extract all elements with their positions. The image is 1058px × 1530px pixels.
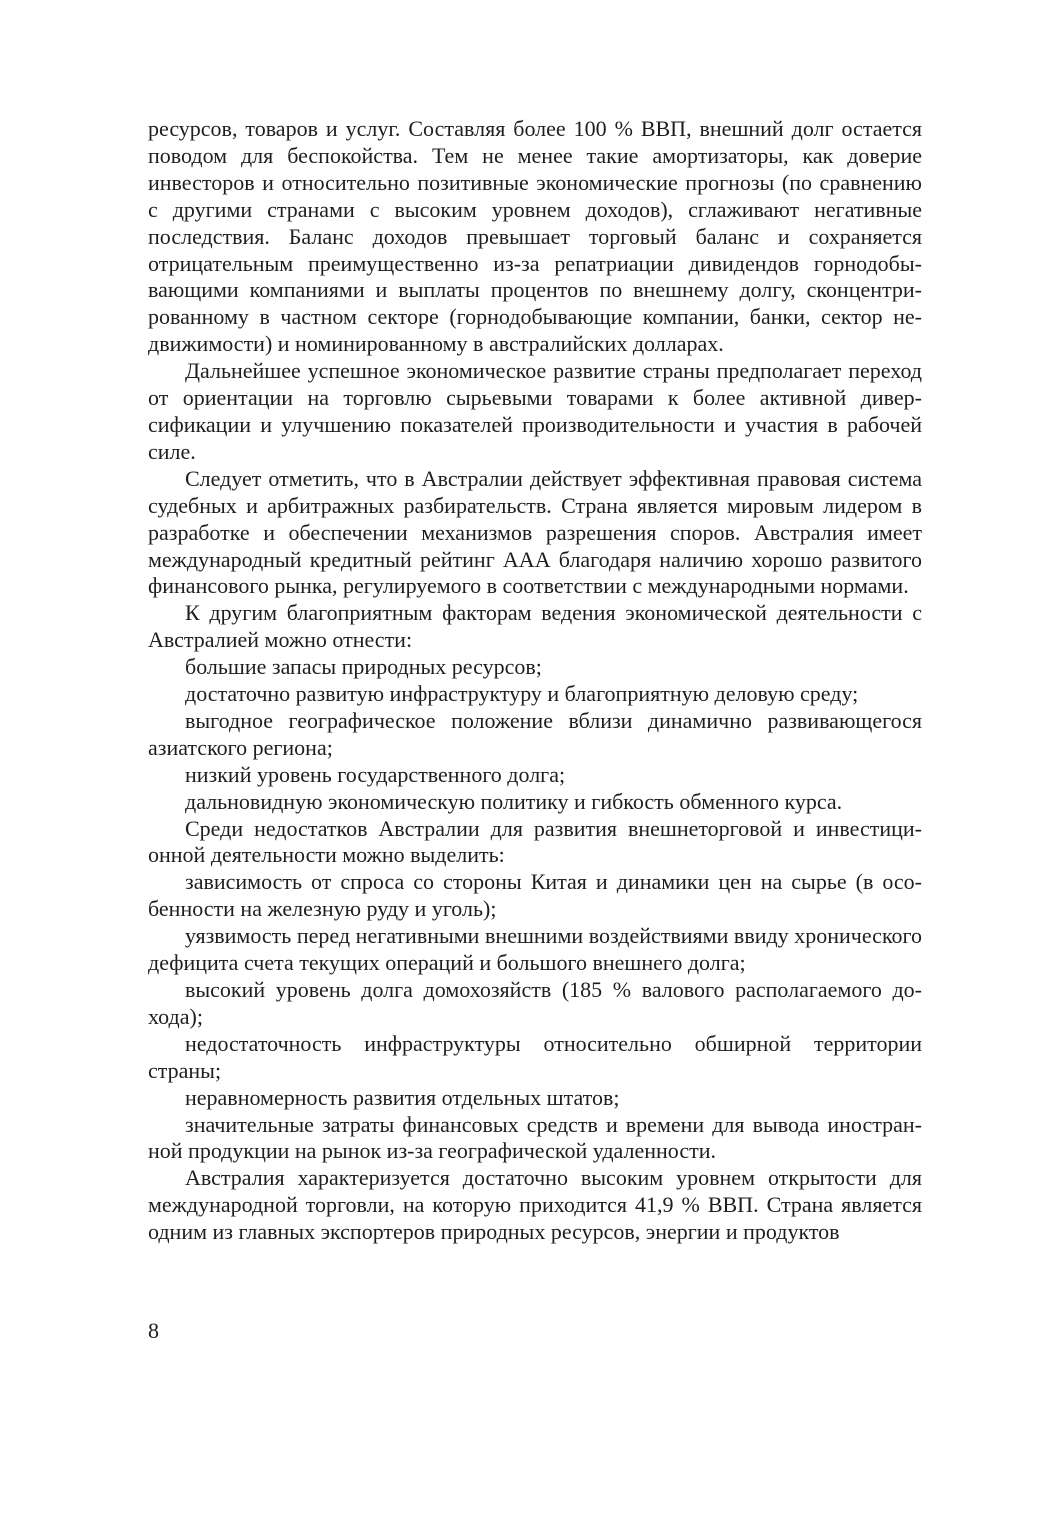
list-item: низкий уровень государственного долга; xyxy=(185,761,566,787)
paragraph-favorable-factors-intro: К другим благоприятным факторам ведения экономической деятельности с Австралией можно отнести: xyxy=(148,600,922,653)
list-item: высокий уровень долга домохозяйств (185 % валового располагаемого дохода); xyxy=(148,977,922,1029)
list-item: уязвимость перед негативными внешними воздействиями ввиду хронического дефицита счета текущих операций и большого внешнего долга; xyxy=(148,923,922,976)
page-body xyxy=(148,116,922,1246)
list-item: зависимость от спроса со стороны Китая и динамики цен на сырье (в особенности на железную руду и уголь); xyxy=(148,869,922,922)
paragraph-future-development: Дальнейшее успешное экономическое развитие страны предполагает переход от ориентации на торговлю сырьевыми товарами к более активной диверсификации и улучшению показателей производительности и участия в рабочей силе. xyxy=(148,358,922,464)
page-number: 8 xyxy=(148,1318,159,1343)
list-item: значительные затраты финансовых средств и времени для вывода иностранной продукции на рынок из-за географической удаленности. xyxy=(148,1111,922,1164)
list-item: недостаточность инфраструктуры относительно обширной территории страны; xyxy=(148,1030,922,1083)
list-item: большие запасы природных ресурсов; xyxy=(185,654,542,680)
list-item: выгодное географическое положение вблизи динамично развивающегося азиатского региона; xyxy=(148,707,922,760)
paragraph-external-debt: ресурсов, товаров и услуг. Составляя более 100 % ВВП, внешний долг остается поводом для беспокойства. Тем не менее такие амортизаторы, как доверие инвесторов и относительно позитивные экономические прогнозы (по сравнению с другими странами с высоким уровнем доходов), сглаживают негативные последствия. Баланс доходов превышает торговый баланс и сохраняется отрицательным преимущественно из-за репатриации дивидендов горнодобывающими компаниями и выплаты процентов по внешнему долгу, сконцентрированному в частном секторе (горнодобывающие компании, банки, сектор недвижимости) и номинированному в австралийских долларах. xyxy=(148,116,922,357)
list-item: достаточно развитую инфраструктуру и благоприятную деловую среду; xyxy=(185,681,859,707)
paragraph-trade-openness: Австралия характеризуется достаточно высоким уровнем открытости для международной торговли, на которую приходится 41,9 % ВВП. Страна является одним из главных экспортеров природных ресурсов, энергии и продуктов xyxy=(148,1165,922,1245)
paragraph-disadvantages-intro: Среди недостатков Австралии для развития внешнеторговой и инвестиционной деятельности можно выделить: xyxy=(148,815,922,868)
list-item: неравномерность развития отдельных штатов; xyxy=(185,1084,620,1110)
list-item: дальновидную экономическую политику и гибкость обменного курса. xyxy=(185,788,843,814)
paragraph-legal-system: Следует отметить, что в Австралии действует эффективная правовая система судебных и арбитражных разбирательств. Страна является мировым лидером в разработке и обеспечении механизмов разрешения споров. Австралия имеет международный кредитный рейтинг ААА благодаря наличию хорошо развитого финансового рынка, регулируемого в соответствии с международными нормами. xyxy=(148,465,922,599)
